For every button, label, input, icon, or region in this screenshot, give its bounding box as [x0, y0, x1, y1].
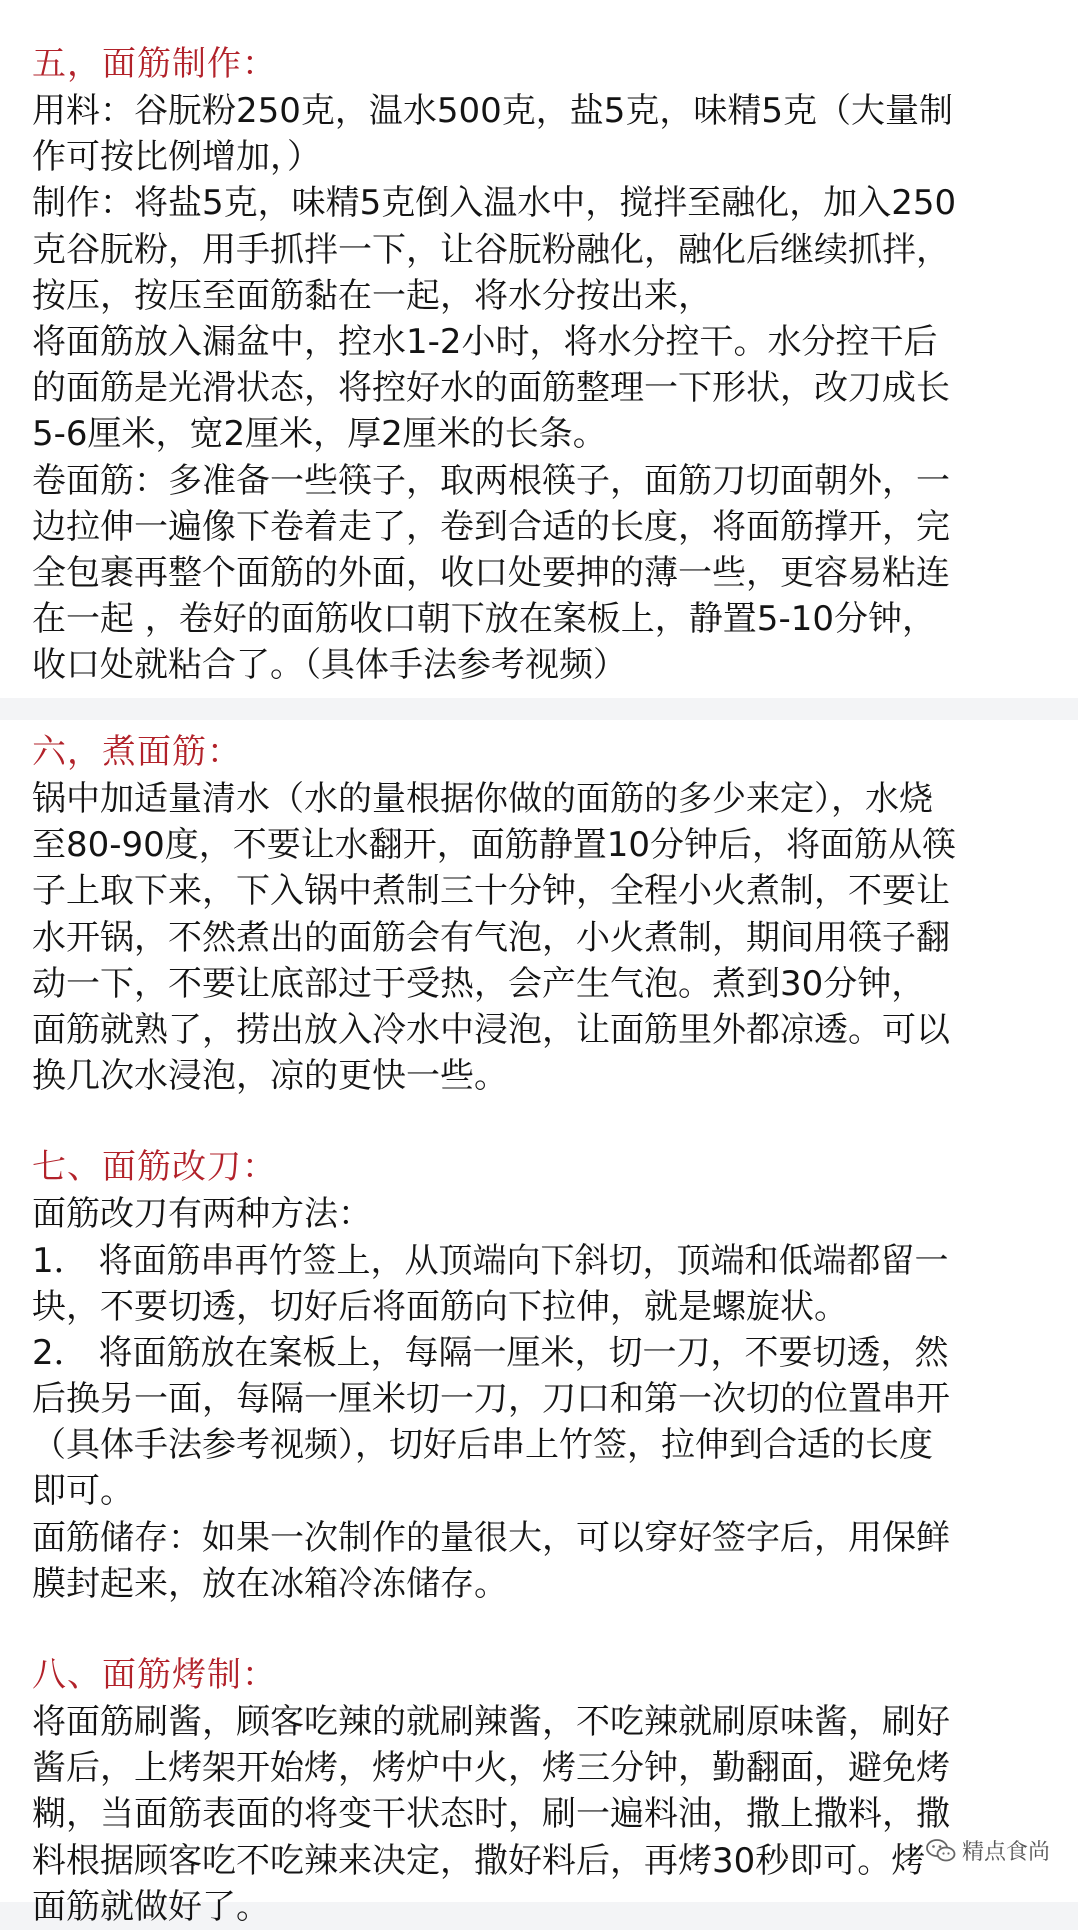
- text-line: 在一起 ，卷好的面筋收口朝下放在案板上，静置5-10分钟，: [32, 599, 936, 640]
- text-line: 按压，按压至面筋黏在一起，将水分按出来，: [32, 275, 712, 316]
- text-line: 2． 将面筋放在案板上，每隔一厘米，切一刀，不要切透，然: [32, 1332, 949, 1373]
- text-line: 5-6厘米，宽2厘米，厚2厘米的长条。: [32, 414, 607, 455]
- text-line: 块，不要切透，切好后将面筋向下拉伸，就是螺旋状。: [32, 1286, 848, 1327]
- text-line: 水开锅，不然煮出的面筋会有气泡，小火煮制，期间用筷子翻: [32, 917, 950, 958]
- section-heading: 六，煮面筋：: [32, 732, 242, 772]
- text-line: 将面筋刷酱，顾客吃辣的就刷辣酱，不吃辣就刷原味酱，刷好: [32, 1702, 950, 1742]
- text-line: 1． 将面筋串再竹签上，从顶端向下斜切，顶端和低端都留一: [32, 1240, 949, 1281]
- text-line: 面筋就做好了。: [32, 1886, 270, 1927]
- text-line: 面筋就熟了，捞出放入冷水中浸泡，让面筋里外都凉透。可以: [32, 1009, 950, 1050]
- section-heading: 五，面筋制作：: [32, 44, 277, 84]
- section-heading: 七、面筋改刀：: [32, 1147, 277, 1188]
- text-line: 酱后，上烤架开始烤，烤炉中火，烤三分钟，勤翻面，避免烤: [32, 1748, 950, 1789]
- text-line: 面筋改刀有两种方法：: [32, 1194, 372, 1235]
- section-6: [32, 728, 1056, 1099]
- text-card-top: [0, 0, 1078, 698]
- section-5: [32, 40, 1056, 688]
- section-heading: 八、面筋烤制：: [32, 1655, 277, 1695]
- text-line: 后换另一面，每隔一厘米切一刀，刀口和第一次切的位置串开: [32, 1379, 950, 1420]
- text-line: （具体手法参考视频），切好后串上竹签，拉伸到合适的长度: [32, 1425, 933, 1466]
- text-line: 边拉伸一遍像下卷着走了，卷到合适的长度，将面筋撑开，完: [32, 506, 950, 547]
- text-line: 的面筋是光滑状态，将控好水的面筋整理一下形状，改刀成长: [32, 368, 950, 409]
- text-line: 膜封起来，放在冰箱冷冻储存。: [32, 1563, 508, 1604]
- text-line: 克谷朊粉，用手抓拌一下，让谷朊粉融化，融化后继续抓拌，: [32, 229, 950, 270]
- text-line: 锅中加适量清水（水的量根据你做的面筋的多少来定），水烧: [32, 779, 933, 819]
- text-line: 制作：将盐5克，味精5克倒入温水中，搅拌至融化，加入250: [32, 183, 957, 224]
- section-8: [32, 1651, 1056, 1930]
- text-line: 面筋储存：如果一次制作的量很大，可以穿好签字后，用保鲜: [32, 1517, 950, 1558]
- text-line: 子上取下来，下入锅中煮制三十分钟，全程小火煮制，不要让: [32, 871, 950, 912]
- text-line: 即可。: [32, 1471, 134, 1512]
- text-line: 全包裹再整个面筋的外面，收口处要抻的薄一些，更容易粘连: [32, 552, 950, 593]
- section-7: [32, 1143, 1056, 1607]
- text-card-bottom: [0, 720, 1078, 1927]
- text-line: 糊，当面筋表面的将变干状态时，刷一遍料油，撒上撒料，撒: [32, 1794, 950, 1835]
- section-gap: [32, 1607, 1056, 1651]
- text-line: 换几次水浸泡，凉的更快一些。: [32, 1056, 508, 1097]
- section-gap: [32, 1099, 1056, 1143]
- text-line: 至80-90度，不要让水翻开，面筋静置10分钟后，将面筋从筷: [32, 825, 957, 866]
- text-line: 作可按比例增加，）: [32, 137, 321, 178]
- watermark: [926, 1835, 1050, 1866]
- text-line: 将面筋放入漏盆中，控水1-2小时，将水分控干。水分控干后: [32, 321, 938, 362]
- text-line: 卷面筋：多准备一些筷子，取两根筷子，面筋刀切面朝外，一: [32, 460, 950, 501]
- text-line: 料根据顾客吃不吃辣来决定，撒好料后，再烤30秒即可。烤: [32, 1840, 926, 1881]
- text-line: 动一下，不要让底部过于受热，会产生气泡。煮到30分钟，: [32, 963, 926, 1004]
- text-line: 收口处就粘合了。（具体手法参考视频）: [32, 645, 627, 686]
- text-line: 用料：谷朊粉250克，温水500克，盐5克，味精5克（大量制: [32, 91, 954, 131]
- watermark-text: 精点食尚: [961, 1840, 1050, 1865]
- wechat-icon: [926, 1838, 956, 1864]
